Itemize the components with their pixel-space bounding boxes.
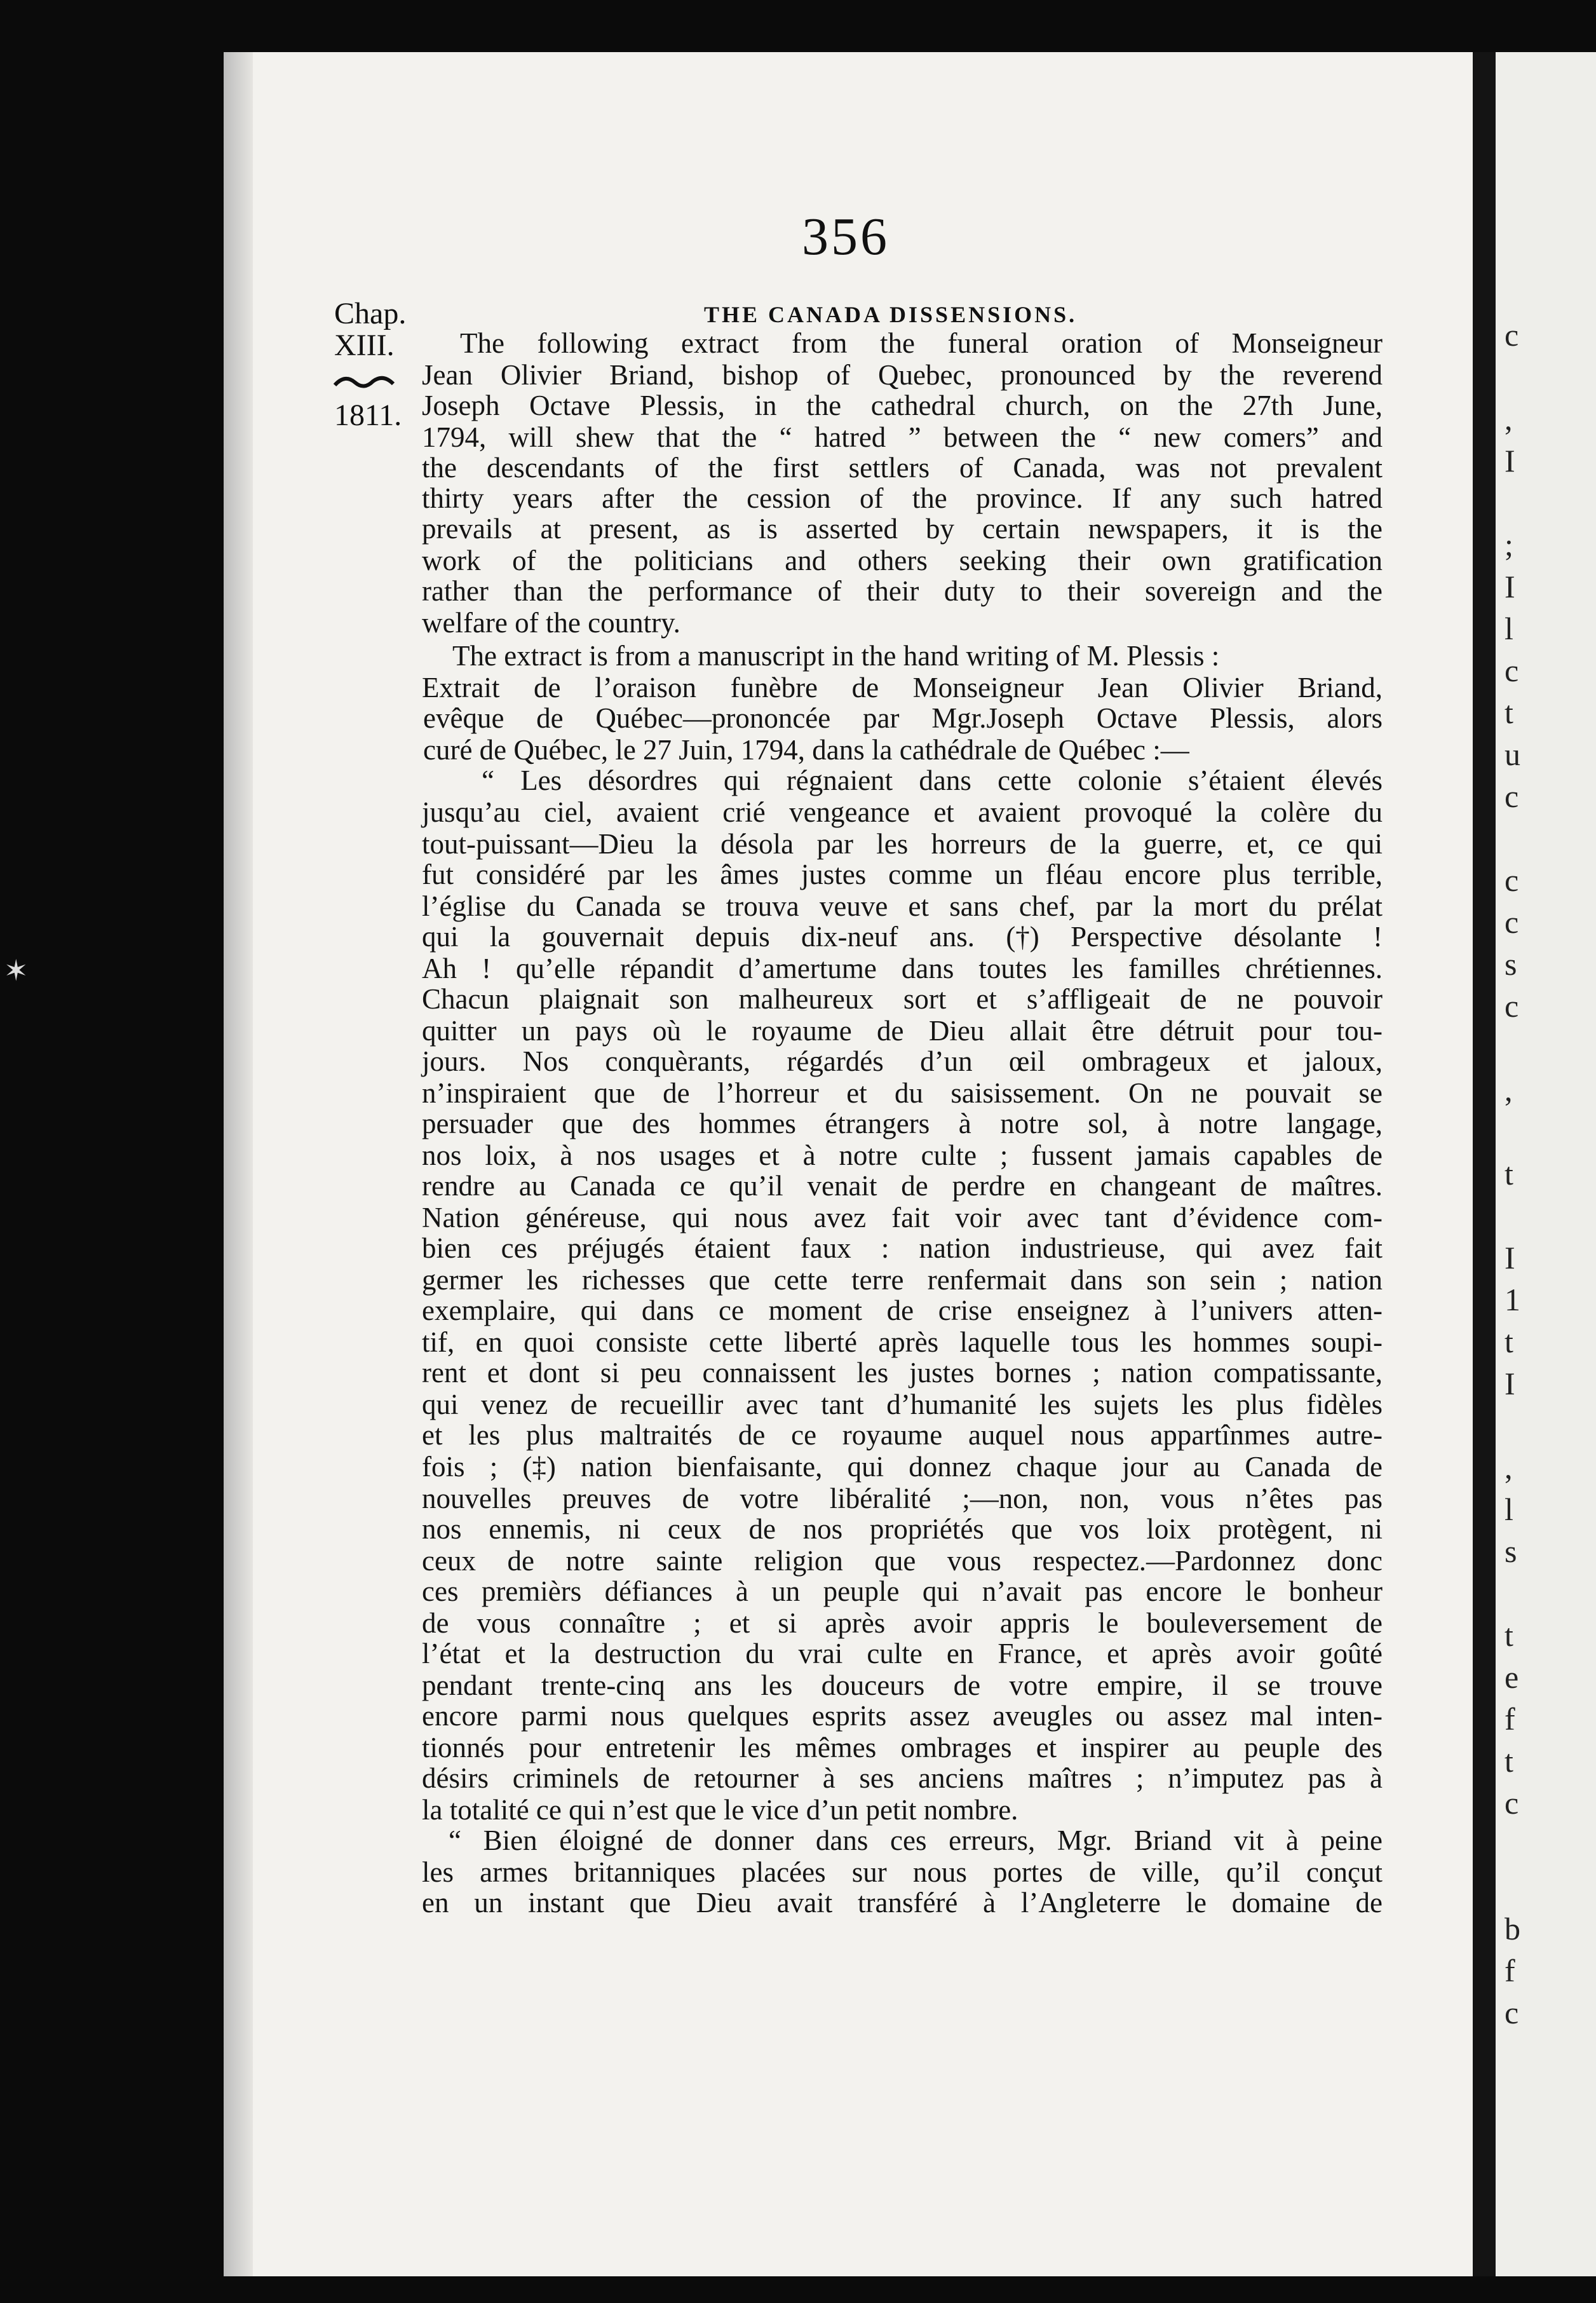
text-line: work of the politicians and others seeking their own gratification: [422, 545, 1383, 576]
facing-page-fragment: c: [1505, 778, 1519, 814]
facing-page-fragment: ,: [1505, 1450, 1513, 1485]
text-line: rather than the performance of their duty to their sovereign and the: [422, 575, 1383, 607]
text-line: rent et dont si peu connaissent les justes bornes ; nation compatissante,: [422, 1357, 1383, 1389]
margin-note-year: 1811.: [334, 398, 402, 432]
scan-speck: ✶: [4, 954, 29, 987]
text-line: fois ; (‡) nation bienfaisante, qui donnez chaque jour au Canada de: [422, 1451, 1383, 1483]
text-line: de vous connaître ; et si après avoir appris le bouleversement de: [422, 1607, 1383, 1639]
text-line: n’inspiraient que de l’horreur et du saisissement. On ne pouvait se: [422, 1077, 1383, 1109]
text-line: quitter un pays où le royaume de Dieu allait être détruit pour tou-: [422, 1015, 1383, 1047]
facing-page-fragment: c: [1505, 317, 1519, 353]
text-line: thirty years after the cession of the province. If any such hatred: [422, 482, 1383, 514]
facing-page-fragment: ,: [1505, 401, 1513, 437]
text-line: jours. Nos conquèrants, régardés d’un œil ombrageux et jaloux,: [422, 1045, 1383, 1077]
facing-page-fragment: l: [1505, 611, 1513, 646]
facing-page-fragment: I: [1505, 1366, 1515, 1401]
text-line: the descendants of the first settlers of Canada, was not prevalent: [422, 452, 1383, 484]
facing-page-fragment: s: [1505, 1533, 1517, 1569]
margin-note-chapter-numeral: XIII.: [334, 329, 395, 362]
facing-page-fragment: s: [1505, 946, 1517, 982]
facing-page-fragment: c: [1505, 1785, 1519, 1821]
facing-page-fragment: ;: [1505, 527, 1513, 562]
text-line: rendre au Canada ce qu’il venait de perdre en changeant de maîtres.: [422, 1170, 1383, 1202]
text-line: curé de Québec, le 27 Juin, 1794, dans la cathédrale de Québec :—: [423, 734, 1189, 766]
text-line: ces premièrs défiances à un peuple qui n’avait pas encore le bonheur: [422, 1575, 1383, 1607]
facing-page-fragment: I: [1505, 1240, 1515, 1275]
text-line: prevails at present, as is asserted by certain newspapers, it is the: [422, 513, 1383, 545]
facing-page-edge: [1496, 52, 1596, 2276]
text-line: tif, en quoi consiste cette liberté après laquelle tous les hommes soupi-: [422, 1326, 1383, 1358]
binding-shadow: [224, 52, 253, 2276]
page-number: 356: [802, 207, 889, 266]
facing-page-fragment: l: [1505, 1491, 1513, 1527]
facing-page-fragment: e: [1505, 1659, 1519, 1695]
facing-page-fragment: f: [1505, 1953, 1515, 1988]
text-line: evêque de Québec—prononcée par Mgr.Joseph Octave Plessis, alors: [423, 702, 1383, 734]
text-line: l’église du Canada se trouva veuve et sans chef, par la mort du prélat: [422, 890, 1383, 922]
text-line: qui venez de recueillir avec tant d’humanité les sujets les plus fidèles: [422, 1389, 1383, 1420]
text-line: Chacun plaignait son malheureux sort et s’affligeait de ne pouvoir: [422, 983, 1383, 1015]
text-line: “ Bien éloigné de donner dans ces erreurs, Mgr. Briand vit à peine: [449, 1824, 1383, 1856]
text-line: germer les richesses que cette terre renfermait dans son sein ; nation: [422, 1264, 1383, 1296]
text-line: Ah ! qu’elle répandit d’amertume dans toutes les familles chrétiennes.: [422, 953, 1383, 984]
page-gutter: [1473, 52, 1496, 2276]
text-line: 1794, will shew that the “ hatred ” between the “ new comers” and: [422, 421, 1383, 453]
text-line: persuader que des hommes étrangers à notre sol, à notre langage,: [422, 1108, 1383, 1139]
text-line: jusqu’au ciel, avaient crié vengeance et avaient provoqué la colère du: [422, 796, 1383, 828]
text-line: The following extract from the funeral oration of Monseigneur: [460, 327, 1383, 359]
facing-page-fragment: f: [1505, 1701, 1515, 1737]
facing-page-fragment: c: [1505, 653, 1519, 688]
text-line: Extrait de l’oraison funèbre de Monseigneur Jean Olivier Briand,: [422, 672, 1383, 703]
text-line: les armes britanniques placées sur nous portes de ville, qu’il conçut: [422, 1856, 1383, 1888]
text-line: The extract is from a manuscript in the hand writing of M. Plessis :: [452, 640, 1220, 672]
text-line: pendant trente-cinq ans les douceurs de votre empire, il se trouve: [422, 1669, 1383, 1701]
facing-page-fragment: I: [1505, 569, 1515, 604]
text-line: exemplaire, qui dans ce moment de crise enseignez à l’univers atten-: [422, 1294, 1383, 1326]
facing-page-fragment: u: [1505, 737, 1520, 772]
text-line: tionnés pour entretenir les mêmes ombrages et inspirer au peuple des: [422, 1732, 1383, 1763]
text-line: Nation généreuse, qui nous avez fait voir avec tant d’évidence com-: [422, 1202, 1383, 1233]
text-line: Jean Olivier Briand, bishop of Quebec, pronounced by the reverend: [422, 359, 1383, 391]
text-line: nouvelles preuves de votre libéralité ;—non, non, vous n’êtes pas: [422, 1483, 1383, 1514]
text-line: bien ces préjugés étaient faux : nation industrieuse, qui avez fait: [422, 1232, 1383, 1264]
facing-page-fragment: c: [1505, 988, 1519, 1024]
text-line: nos ennemis, ni ceux de nos propriétés que vos loix protègent, ni: [422, 1513, 1383, 1545]
text-line: “ Les désordres qui régnaient dans cette colonie s’étaient élevés: [482, 764, 1383, 796]
text-line: l’état et la destruction du vrai culte en France, et après avoir goûté: [422, 1638, 1383, 1669]
margin-brace-ornament: [332, 372, 396, 391]
text-line: et les plus maltraités de ce royaume auquel nous appartînmes autre-: [422, 1419, 1383, 1451]
facing-page-fragment: c: [1505, 904, 1519, 940]
text-line: nos loix, à nos usages et à notre culte ; fussent jamais capables de: [422, 1139, 1383, 1171]
text-line: fut considéré par les âmes justes comme un fléau encore plus terrible,: [422, 859, 1383, 890]
running-head: THE CANADA DISSENSIONS.: [704, 302, 1078, 327]
text-line: welfare of the country.: [422, 607, 680, 639]
facing-page-fragment: I: [1505, 443, 1515, 479]
margin-note-chap: Chap.: [334, 297, 407, 330]
text-line: Joseph Octave Plessis, in the cathedral church, on the 27th June,: [422, 390, 1383, 421]
facing-page-fragment: c: [1505, 1995, 1519, 2030]
facing-page-fragment: t: [1505, 1743, 1513, 1779]
facing-page-fragment: t: [1505, 1324, 1513, 1359]
facing-page-fragment: t: [1505, 695, 1513, 730]
text-line: désirs criminels de retourner à ses anciens maîtres ; n’imputez pas à: [422, 1762, 1383, 1794]
facing-page-fragment: ,: [1505, 1072, 1513, 1108]
facing-page-fragment: 1: [1505, 1282, 1520, 1317]
text-line: qui la gouvernait depuis dix-neuf ans. (†) Perspective désolante !: [422, 921, 1383, 953]
text-line: encore parmi nous quelques esprits assez aveugles ou assez mal inten-: [422, 1700, 1383, 1732]
facing-page-fragment: t: [1505, 1617, 1513, 1653]
text-line: en un instant que Dieu avait transféré à l’Angleterre le domaine de: [422, 1887, 1383, 1919]
text-line: la totalité ce qui n’est que le vice d’un petit nombre.: [422, 1794, 1018, 1826]
text-line: tout-puissant—Dieu la désola par les horreurs de la guerre, et, ce qui: [422, 828, 1383, 860]
text-line: ceux de notre sainte religion que vous respectez.—Pardonnez donc: [422, 1545, 1383, 1577]
facing-page-fragment: b: [1505, 1911, 1520, 1946]
facing-page-fragment: t: [1505, 1156, 1513, 1192]
facing-page-fragment: c: [1505, 862, 1519, 898]
